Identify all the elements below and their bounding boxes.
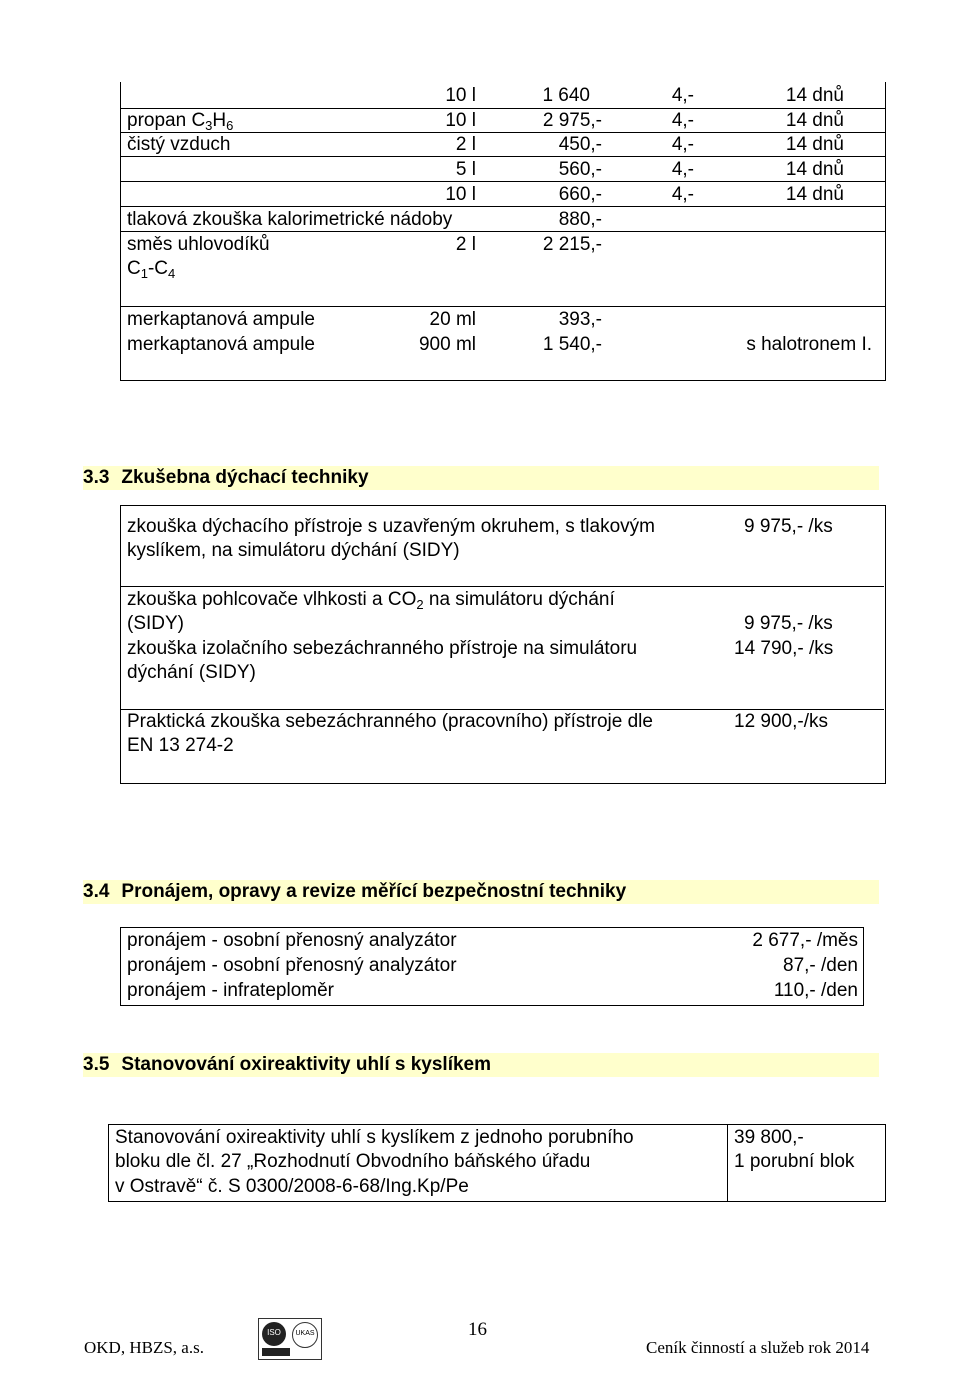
oxi-text: v Ostravě“ č. S 0300/2008-6-68/Ing.Kp/Pe [115,1176,469,1197]
cell-volume: 20 ml [429,309,476,330]
item-text: kyslíkem, na simulátoru dýchání (SIDY) [127,540,460,561]
section-heading-3-3: 3.3 Zkušebna dýchací techniky [83,466,879,490]
footer-company: OKD, HBZS, a.s. [84,1338,204,1357]
row-divider [121,306,885,307]
cell-volume: 900 ml [418,334,476,355]
item-text: zkouška dýchacího přístroje s uzavřeným okruhem, s tlakovým [127,516,655,537]
cell-fee: 4,- [671,134,694,155]
cell-price: 2 215,- [542,234,602,255]
cell-volume: 2 l [455,234,476,255]
cell-volume: 5 l [455,159,476,180]
rental-label: pronájem - osobní přenosný analyzátor [127,955,457,976]
item-price: 9 975,- /ks [744,613,833,634]
cell-fee: 4,- [671,159,694,180]
cell-name: propan $C_3H_6$ [127,110,234,133]
row-divider [121,108,885,109]
cell-fee: 4,- [671,85,694,106]
rental-price: 87,- /den [783,955,858,976]
cell-volume: 10 l [445,85,476,106]
cell-name: čistý vzduch [127,134,231,155]
cell-period: 14 dnů [785,184,844,205]
iso-certification-logo: ISO UKAS [258,1318,322,1360]
item-price: 12 900,-/ks [734,711,828,732]
row-divider [121,206,885,207]
cell-price: 1 640 [542,85,590,106]
cell-price: 660,- [558,184,602,205]
page-number: 16 [468,1319,487,1340]
cell-period: 14 dnů [785,134,844,155]
oxi-text: bloku dle čl. 27 „Rozhodnutí Obvodního báňského úřadu [115,1151,591,1172]
item-text: Praktická zkouška sebezáchranného (pracovního) přístroje dle [127,711,653,732]
cell-price: 2 975,- [542,110,602,131]
row-divider [121,181,885,182]
oxi-text: Stanovování oxireaktivity uhlí s kyslíkem z jednoho porubního [115,1127,634,1148]
box-column-divider [727,1124,728,1201]
rental-label: pronájem - osobní přenosný analyzátor [127,930,457,951]
cell-fee: 4,- [671,110,694,131]
item-text: (SIDY) [127,613,184,634]
row-divider [121,156,885,157]
box-divider [120,586,884,587]
cell-price: 880,- [558,209,602,230]
row-divider [121,132,885,133]
cell-name: merkaptanová ampule [127,334,315,355]
cell-volume: 10 l [445,184,476,205]
cell-period: 14 dnů [785,85,844,106]
oxi-price: 39 800,- [734,1127,804,1148]
oxi-unit: 1 porubní blok [734,1151,855,1172]
rental-label: pronájem - infrateploměr [127,980,334,1001]
footer-doc-title: Ceník činností a služeb rok 2014 [646,1338,870,1357]
cell-volume: 10 l [445,110,476,131]
cell-price: 560,- [558,159,602,180]
item-text: zkouška izolačního sebezáchranného přístroje na simulátoru [127,638,638,659]
cell-name: merkaptanová ampule [127,309,315,330]
rental-price: 110,- /den [773,980,858,1001]
section-heading-3-4: 3.4 Pronájem, opravy a revize měřící bezpečnostní techniky [83,880,879,904]
row-divider [121,231,885,232]
item-text: EN 13 274-2 [127,735,234,756]
cell-name: tlaková zkouška kalorimetrické nádoby [127,209,453,230]
cell-period: 14 dnů [785,110,844,131]
rental-price: 2 677,- /měs [752,930,858,951]
cell-volume: 2 l [455,134,476,155]
cell-price: 450,- [558,134,602,155]
cell-name: směs uhlovodíků [127,234,270,255]
cell-price: 1 540,- [542,334,602,355]
item-price: 14 790,- /ks [734,638,834,659]
cell-note: s halotronem I. [746,334,872,355]
section-heading-3-5: 3.5 Stanovování oxireaktivity uhlí s kyslíkem [83,1053,879,1077]
item-price: 9 975,- /ks [744,516,833,537]
cell-period: 14 dnů [785,159,844,180]
item-text: zkouška pohlcovače vlhkosti a $CO_2$ na simulátoru dýchání [127,589,615,612]
box-divider [120,709,884,710]
cell-name: $C_1-C_4$ [127,258,176,281]
cell-fee: 4,- [671,184,694,205]
item-text: dýchání (SIDY) [127,662,256,683]
cell-price: 393,- [558,309,602,330]
